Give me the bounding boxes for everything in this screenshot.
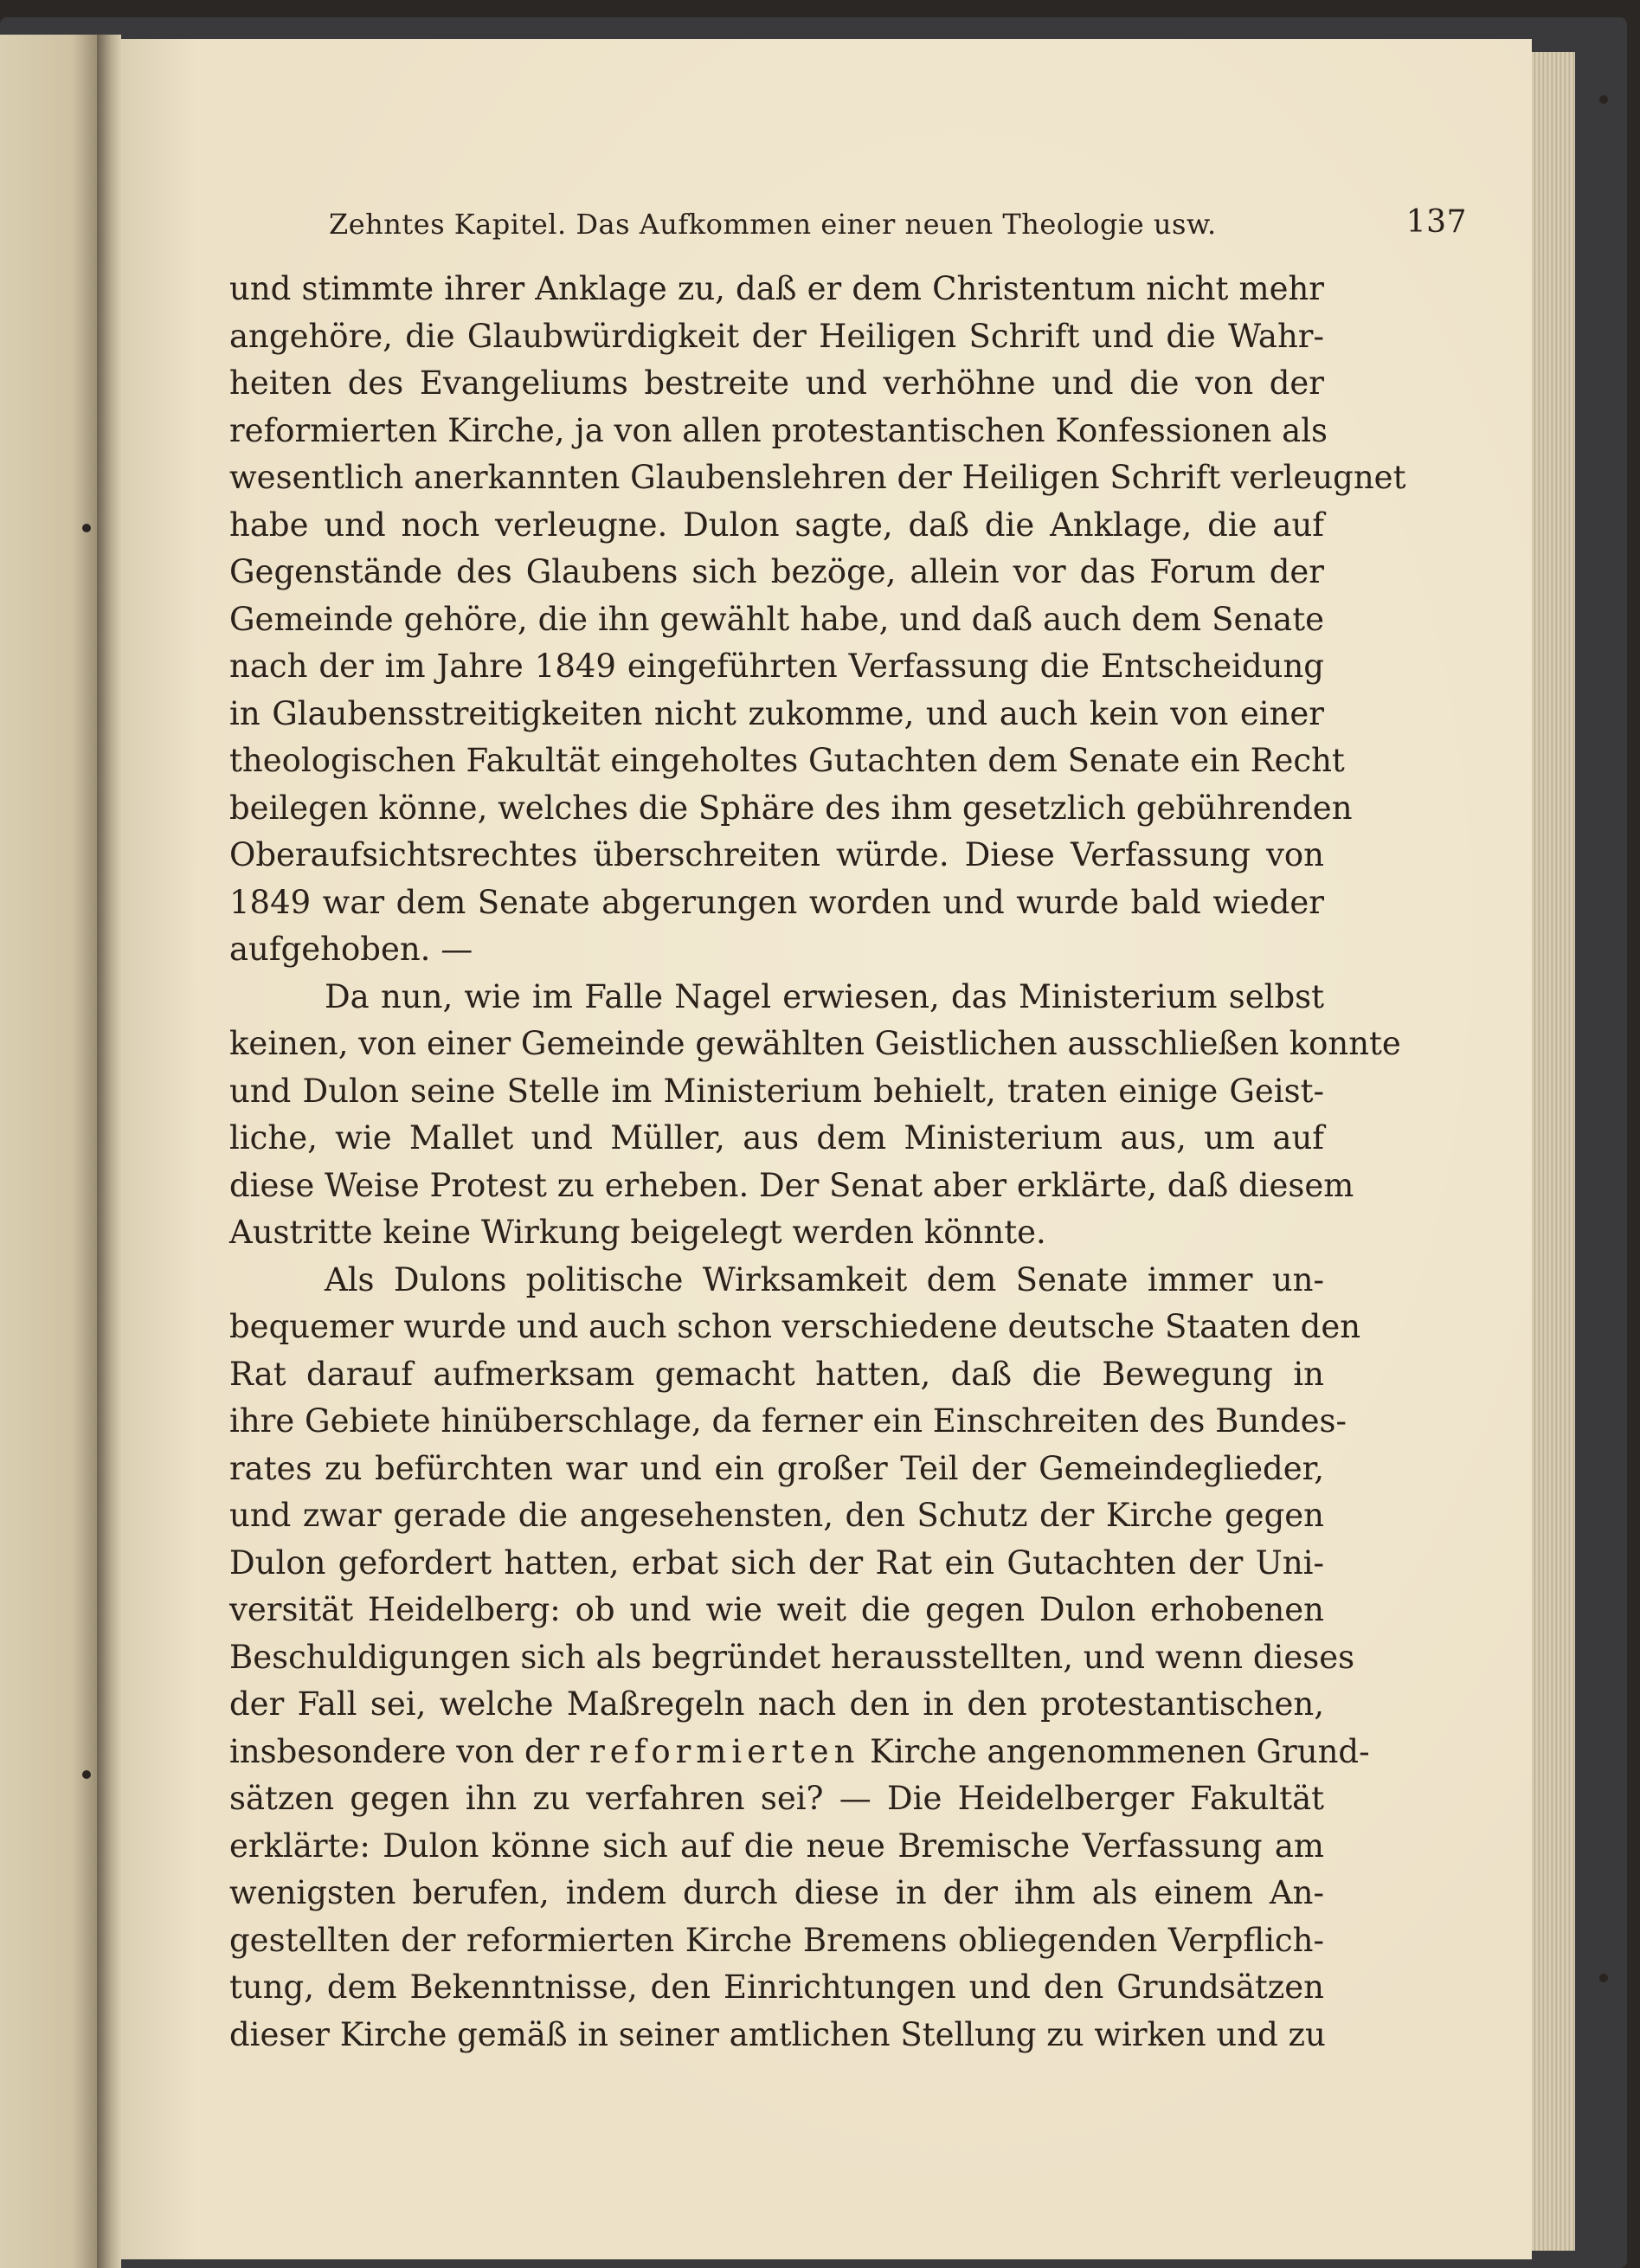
text-line: ihre Gebiete hinüberschlage, da ferner ein Einschreiten des Bundes- <box>229 1402 1347 1440</box>
text-line: und zwar gerade die angesehensten, den Schutz der Kirche gegen <box>229 1497 1324 1534</box>
text-line: Gemeinde gehöre, die ihn gewählt habe, und daß auch dem Senate <box>229 600 1324 638</box>
text-line: nach der im Jahre 1849 eingeführten Verfassung die Entscheidung <box>229 648 1324 685</box>
text-line: in Glaubensstreitigkeiten nicht zukomme, und auch kein von einer <box>229 694 1324 732</box>
chapter-title: Zehntes Kapitel. Das Aufkommen einer neuen Theologie usw. <box>329 208 1217 241</box>
text-line: Gegenstände des Glaubens sich bezöge, allein vor das Forum der <box>229 553 1324 590</box>
text-line: gestellten der reformierten Kirche Bremens obliegenden Verpflich- <box>229 1921 1324 1959</box>
text-line: versität Heidelberg: ob und wie weit die gegen Dulon erhobenen <box>229 1591 1324 1628</box>
text-line: habe und noch verleugne. Dulon sagte, daß die Anklage, die auf <box>229 506 1324 544</box>
text-line: angehöre, die Glaubwürdigkeit der Heiligen Schrift und die Wahr- <box>229 317 1324 355</box>
text-line: keinen, von einer Gemeinde gewählten Geistlichen ausschließen konnte <box>229 1025 1401 1062</box>
text-line: bequemer wurde und auch schon verschiedene deutsche Staaten den <box>229 1308 1361 1345</box>
text-line: tung, dem Bekenntnisse, den Einrichtungen und den Grundsätzen <box>229 1968 1324 2006</box>
text-line: sätzen gegen ihn zu verfahren sei? — Die Heidelberger Fakultät <box>229 1780 1324 1817</box>
text-line: Rat darauf aufmerksam gemacht hatten, daß die Bewegung in <box>229 1355 1324 1393</box>
text-segment: insbesondere von der <box>229 1732 580 1770</box>
left-page-edge <box>0 35 104 2268</box>
text-line-spaced <box>229 1729 1370 1776</box>
text-line: heiten des Evangeliums bestreite und verhöhne und die von der <box>229 364 1324 402</box>
binding-hole <box>1599 1974 1608 1982</box>
text-line: Dulon gefordert hatten, erbat sich der Rat ein Gutachten der Uni- <box>229 1543 1324 1582</box>
text-line: rates zu befürchten war und ein großer Teil der Gemeindeglieder, <box>229 1449 1324 1487</box>
text-line: wenigsten berufen, indem durch diese in der ihm als einem An- <box>229 1874 1324 1911</box>
text-line: diese Weise Protest zu erheben. Der Senat aber erklärte, daß diesem <box>229 1166 1354 1204</box>
text-line: aufgehoben. — <box>229 931 473 968</box>
binding-hole <box>82 1770 91 1779</box>
text-line: und stimmte ihrer Anklage zu, daß er dem Christentum nicht mehr <box>229 270 1324 307</box>
book-page <box>113 39 1532 2259</box>
text-line: erklärte: Dulon könne sich auf die neue Bremische Verfassung am <box>229 1827 1324 1865</box>
body-text <box>229 266 1406 2059</box>
text-segment: Kirche angenommenen Grund- <box>870 1732 1370 1770</box>
text-line: Beschuldigungen sich als begründet herausstellten, und wenn dieses <box>229 1638 1355 1676</box>
text-line: wesentlich anerkannten Glaubenslehren der Heiligen Schrift verleugnet <box>229 459 1406 496</box>
emphasized-word: reformierten <box>589 1732 860 1770</box>
text-line: und Dulon seine Stelle im Ministerium behielt, traten einige Geist- <box>229 1072 1324 1110</box>
running-header <box>329 204 1467 251</box>
text-line: Austritte keine Wirkung beigelegt werden könnte. <box>229 1214 1046 1251</box>
binding-hole <box>82 524 91 532</box>
text-line: Oberaufsichtsrechtes überschreiten würde. Diese Verfassung von <box>229 836 1324 873</box>
page-number: 137 <box>1405 204 1467 240</box>
text-line: der Fall sei, welche Maßregeln nach den in den protestantischen, <box>229 1685 1324 1723</box>
text-line: 1849 war dem Senate abgerungen worden und wurde bald wieder <box>229 883 1324 921</box>
text-line: Als Dulons politische Wirksamkeit dem Senate immer un- <box>325 1260 1324 1298</box>
page-gutter <box>97 35 121 2268</box>
text-line: theologischen Fakultät eingeholtes Gutachten dem Senate ein Recht <box>229 742 1345 779</box>
text-line: beilegen könne, welches die Sphäre des ihm gesetzlich gebührenden <box>229 789 1353 827</box>
text-line: liche, wie Mallet und Müller, aus dem Ministerium aus, um auf <box>229 1119 1324 1157</box>
text-line: Da nun, wie im Falle Nagel erwiesen, das Ministerium selbst <box>325 977 1324 1015</box>
binding-hole <box>1599 95 1608 104</box>
text-line: reformierten Kirche, ja von allen protestantischen Konfessionen als <box>229 411 1328 449</box>
text-line: dieser Kirche gemäß in seiner amtlichen Stellung zu wirken und zu <box>229 2015 1326 2053</box>
